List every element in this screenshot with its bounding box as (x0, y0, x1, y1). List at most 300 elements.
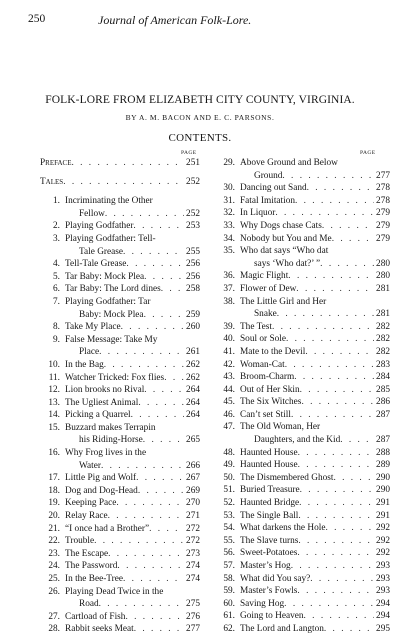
entry-page: 285 (376, 384, 390, 395)
leader-dots (144, 309, 184, 322)
entry-title-text: Tar Baby: Mock Plea (65, 271, 145, 282)
entry-number: 59. (223, 586, 235, 597)
toc-entry (215, 220, 390, 233)
entry-title (65, 586, 200, 611)
entry-number: 46. (223, 409, 235, 420)
entry-title-line (65, 220, 200, 233)
entry-page: 279 (376, 233, 390, 244)
entry-title (240, 245, 390, 270)
entry-title-text: Nobody but You and Me (240, 233, 332, 244)
entry-page: 275 (186, 599, 200, 610)
preface-page: 251 (186, 158, 200, 168)
entry-page: 273 (186, 548, 200, 559)
entry-title-line (65, 246, 200, 259)
entry-number: 42. (223, 359, 235, 370)
entry-title-line (240, 346, 390, 359)
entry-title-line (240, 170, 390, 183)
entry-title-line (240, 573, 390, 586)
entry-page: 282 (376, 346, 390, 357)
entry-page: 284 (376, 372, 390, 383)
entry-number: 49. (223, 460, 235, 471)
entry-title-text: Lion brooks no Rival (65, 385, 145, 396)
toc-entry (40, 548, 200, 561)
entry-page: 253 (186, 221, 200, 232)
entry-title-line (240, 207, 390, 220)
toc-entry (40, 372, 200, 385)
toc-entry (215, 371, 390, 384)
entry-title (240, 233, 390, 246)
entry-title-line (240, 560, 390, 573)
toc-entry (215, 447, 390, 460)
tales-page: 252 (186, 176, 200, 187)
entry-title-text: The Dismembered Ghost (240, 472, 334, 483)
entry-page: 278 (376, 195, 390, 206)
entry-title-text: Why Frog lives in the (65, 448, 147, 459)
entry-page: 295 (376, 623, 390, 634)
entry-number: 50. (223, 472, 235, 483)
leader-dots (136, 472, 184, 485)
entry-page: 293 (376, 573, 390, 584)
entry-title-text: In the Bag (65, 359, 104, 370)
toc-entry (215, 510, 390, 523)
entry-number: 35. (223, 246, 235, 257)
toc-entry (215, 195, 390, 208)
entry-title (240, 157, 390, 182)
entry-title (65, 447, 200, 472)
entry-title-line (65, 548, 200, 561)
entry-title-line (240, 371, 390, 384)
entry-number: 60. (223, 598, 235, 609)
entry-title-line (240, 333, 390, 346)
entry-title (65, 497, 200, 510)
entry-number: 2. (53, 221, 60, 232)
preface-entry (40, 157, 200, 170)
entry-number: 37. (223, 283, 235, 294)
entry-number: 48. (223, 447, 235, 458)
entry-number: 61. (223, 611, 235, 622)
entry-title-line (240, 308, 390, 321)
entry-title (240, 560, 390, 573)
entry-title-line (65, 472, 200, 485)
entry-number: 18. (48, 485, 60, 496)
entry-page: 292 (376, 548, 390, 559)
entry-title (240, 573, 390, 586)
toc-entry (40, 296, 200, 321)
entry-title-text: Take My Place (65, 322, 121, 333)
leader-dots (138, 485, 184, 498)
entry-title-text: The Slave turns (240, 535, 299, 546)
entry-page: 277 (186, 624, 200, 635)
entry-title-text: Flower of Dew (240, 283, 297, 294)
entry-title (65, 510, 200, 523)
entry-number: 27. (48, 611, 60, 622)
entry-number: 54. (223, 523, 235, 534)
entry-title (65, 523, 200, 536)
entry-number: 9. (53, 334, 60, 345)
entry-page: 270 (186, 498, 200, 509)
entry-number: 43. (223, 372, 235, 383)
article-title: FOLK-LORE FROM ELIZABETH CITY COUNTY, VIRGINIA. (45, 94, 355, 106)
toc-entry (215, 270, 390, 283)
entry-page: 294 (376, 611, 390, 622)
entry-title-text: Fellow (79, 208, 105, 219)
toc-entry (40, 321, 200, 334)
entry-title-line (240, 547, 390, 560)
entry-number: 31. (223, 195, 235, 206)
entry-title-text: Playing Dead Twice in the (65, 586, 164, 597)
leader-dots (126, 258, 184, 271)
entry-title-line (240, 258, 390, 271)
leader-dots (131, 409, 184, 422)
entry-title (240, 283, 390, 296)
entry-title-text: Woman-Cat (240, 359, 285, 370)
entry-title (65, 422, 200, 447)
entry-title (65, 258, 200, 271)
entry-page: 291 (376, 498, 390, 509)
entry-page: 281 (376, 283, 390, 294)
entry-number: 19. (48, 498, 60, 509)
entry-number: 16. (48, 448, 60, 459)
entry-title-text: Tale Grease (79, 246, 123, 257)
entry-title (240, 359, 390, 372)
entry-title (240, 598, 390, 611)
toc-entry (40, 497, 200, 510)
entry-title-text: “I once had a Brother” (65, 523, 150, 534)
entry-title-line (240, 182, 390, 195)
leader-dots (300, 484, 374, 497)
entry-title-text: Rabbit seeks Meat (65, 624, 134, 635)
toc-entry (215, 296, 390, 321)
leader-dots (301, 396, 374, 409)
entry-page: 280 (376, 271, 390, 282)
entry-title-text: Relay Race (65, 511, 108, 522)
entry-title-text: Magic Flight (240, 271, 289, 282)
entry-title (240, 484, 390, 497)
entry-page: 288 (376, 447, 390, 458)
entry-title (240, 510, 390, 523)
entry-title-line (240, 396, 390, 409)
entry-title-line (65, 611, 200, 624)
entry-title-line (65, 258, 200, 271)
entry-title-text: Tell-Tale Grease (65, 259, 127, 270)
entry-title-text: The Test (240, 321, 272, 332)
entry-title (65, 283, 200, 296)
entry-title-line (240, 447, 390, 460)
entry-title-line (65, 485, 200, 498)
entry-title-text: Out of Her Skin (240, 384, 300, 395)
toc-entry (215, 359, 390, 372)
toc-entry (215, 497, 390, 510)
entry-page: 260 (186, 322, 200, 333)
entry-title-text: Baby: Mock Plea (79, 309, 144, 320)
entry-title (65, 611, 200, 624)
leader-dots (340, 434, 374, 447)
entry-title (65, 220, 200, 233)
right-page-label: PAGE (360, 150, 376, 156)
entry-title-line (240, 245, 390, 258)
toc-entry (215, 207, 390, 220)
toc-entry (40, 397, 200, 410)
entry-page: 282 (376, 321, 390, 332)
entry-title (240, 623, 390, 636)
entry-title (65, 321, 200, 334)
entry-title-text: Saving Hog (240, 598, 285, 609)
entry-number: 34. (223, 233, 235, 244)
entry-title-text: The Password (65, 561, 118, 572)
entry-title-line (65, 346, 200, 359)
entry-title-line (65, 359, 200, 372)
toc-entry (215, 157, 390, 182)
entry-title (240, 497, 390, 510)
entry-page: 281 (376, 309, 390, 320)
entry-page: 294 (376, 598, 390, 609)
entry-title-text: False Message: Take My (65, 334, 158, 345)
entry-page: 291 (376, 510, 390, 521)
entry-title-line (65, 372, 200, 385)
entry-number: 33. (223, 220, 235, 231)
entry-title-text: Trouble (65, 536, 95, 547)
leader-dots (307, 182, 374, 195)
entry-title-text: Daughters, and the Kid (254, 435, 341, 446)
entry-page: 282 (376, 334, 390, 345)
preface-label: Preface (40, 158, 72, 168)
entry-title (65, 560, 200, 573)
entry-title-text: The Escape (65, 548, 109, 559)
entry-title-line (240, 459, 390, 472)
toc-entry (215, 384, 390, 397)
entry-number: 45. (223, 397, 235, 408)
toc-entry (215, 535, 390, 548)
entry-title-text: Snake (254, 309, 277, 320)
entry-title (240, 384, 390, 397)
entry-page: 261 (186, 347, 200, 358)
entry-number: 26. (48, 586, 60, 597)
leader-dots (108, 548, 184, 561)
entry-title-text: The Ugliest Animal (65, 397, 139, 408)
entry-title-line (240, 270, 390, 283)
entry-number: 10. (48, 359, 60, 370)
entry-title (240, 333, 390, 346)
entry-title-text: Dog and Dog-Head (65, 485, 138, 496)
entry-title-text: Mate to the Devil (240, 346, 306, 357)
entry-title (65, 233, 200, 258)
leader-dots (320, 258, 374, 271)
entry-page: 272 (186, 536, 200, 547)
entry-title-text: What did You say? (240, 573, 311, 584)
entry-number: 15. (48, 422, 60, 433)
entry-title-text: In Liquor (240, 208, 276, 219)
leader-dots (284, 598, 374, 611)
entry-title-text: Who dat says “Who dat (240, 246, 329, 257)
leader-dots (99, 598, 184, 611)
entry-title (240, 522, 390, 535)
leader-dots (161, 283, 184, 296)
running-head (28, 13, 380, 27)
entry-title-line (65, 309, 200, 322)
toc-entry (40, 535, 200, 548)
toc-entry (215, 459, 390, 472)
entry-title-line (65, 497, 200, 510)
toc-entry (40, 560, 200, 573)
toc-entry (215, 547, 390, 560)
entry-title-text: The Little Girl and Her (240, 296, 327, 307)
entry-page: 272 (186, 523, 200, 534)
toc-entry (40, 283, 200, 296)
page-number: 250 (28, 13, 46, 25)
entry-page: 255 (186, 246, 200, 257)
entry-number: 14. (48, 410, 60, 421)
entry-number: 6. (53, 284, 60, 295)
entry-title-line (65, 334, 200, 347)
entry-number: 12. (48, 385, 60, 396)
entry-number: 40. (223, 334, 235, 345)
entry-page: 287 (376, 435, 390, 446)
entry-title-line (240, 510, 390, 523)
leader-dots (133, 220, 184, 233)
entry-number: 41. (223, 346, 235, 357)
entry-title (240, 421, 390, 446)
entry-title-line (65, 195, 200, 208)
entry-title-line (240, 233, 390, 246)
left-page-label: PAGE (181, 150, 197, 156)
entry-title-line (240, 535, 390, 548)
leader-dots (277, 308, 374, 321)
entry-title-text: Broom-Charm (240, 372, 295, 383)
leader-dots (116, 497, 184, 510)
entry-title-text: The Single Ball (240, 510, 299, 521)
entry-title-line (240, 497, 390, 510)
leader-dots (72, 157, 185, 170)
entry-page: 258 (186, 284, 200, 295)
leader-dots (297, 585, 374, 598)
entry-title-text: Soul or Sole (240, 334, 286, 345)
toc-entry (215, 610, 390, 623)
leader-dots (304, 610, 375, 623)
entry-title-line (65, 560, 200, 573)
entry-number: 55. (223, 535, 235, 546)
entry-title-text: Haunted House (240, 447, 298, 458)
entry-number: 39. (223, 321, 235, 332)
leader-dots (298, 510, 374, 523)
entry-title-text: Playing Godfather: Tar (65, 296, 151, 307)
entry-title (65, 623, 200, 636)
toc-entry (215, 409, 390, 422)
toc-entry (40, 271, 200, 284)
entry-title-line (240, 623, 390, 636)
entry-title (240, 547, 390, 560)
entry-title-line (65, 510, 200, 523)
leader-dots (285, 359, 374, 372)
entry-title (65, 548, 200, 561)
entry-number: 11. (48, 372, 60, 383)
entry-title-line (240, 157, 390, 170)
leader-dots (298, 447, 374, 460)
entry-title-text: Tar Baby: The Lord dines (65, 284, 161, 295)
entry-number: 51. (223, 485, 235, 496)
leader-dots (121, 321, 184, 334)
article-authors: BY A. M. BACON AND E. C. PARSONS. (125, 113, 275, 122)
entry-title-line (240, 296, 390, 309)
entry-title-text: The Old Woman, Her (240, 422, 321, 433)
leader-dots (305, 346, 374, 359)
leader-dots (164, 372, 184, 385)
toc-entry (40, 523, 200, 536)
entry-page: 292 (376, 535, 390, 546)
entry-page: 262 (186, 372, 200, 383)
toc-entry (40, 447, 200, 472)
entry-title-text: Haunted House (240, 460, 298, 471)
toc-entry (40, 409, 200, 422)
entry-page: 265 (186, 435, 200, 446)
entry-title-line (65, 523, 200, 536)
leader-dots (63, 176, 184, 189)
entry-title (65, 472, 200, 485)
entry-title (65, 372, 200, 385)
entry-title-line (240, 484, 390, 497)
entry-title-text: Keeping Pace (65, 498, 117, 509)
entry-title (65, 535, 200, 548)
leader-dots (296, 283, 374, 296)
entry-title-text: Fatal Imitation (240, 195, 295, 206)
entry-title-line (65, 573, 200, 586)
entry-title (240, 346, 390, 359)
toc-entry (40, 586, 200, 611)
entry-title-text: Can’t set Still (240, 409, 291, 420)
entry-title-text: Buried Treasure (240, 485, 300, 496)
entry-title-line (240, 585, 390, 598)
entry-title (65, 195, 200, 220)
entry-page: 259 (186, 309, 200, 320)
leader-dots (134, 623, 184, 636)
leader-dots (295, 195, 374, 208)
entry-title (65, 334, 200, 359)
entry-title (240, 610, 390, 623)
entry-page: 287 (376, 409, 390, 420)
entry-title (240, 182, 390, 195)
entry-title-line (240, 359, 390, 372)
toc-entry (215, 321, 390, 334)
entry-title-text: Place (79, 347, 100, 358)
journal-title: Journal of American Folk-Lore. (98, 13, 252, 27)
entry-title-line (240, 283, 390, 296)
leader-dots (332, 233, 374, 246)
entry-title-line (240, 472, 390, 485)
entry-page: 271 (186, 511, 200, 522)
toc-entry (40, 510, 200, 523)
entry-title-text: Cartload of Fish (65, 611, 126, 622)
entry-title-line (240, 421, 390, 434)
entry-title-text: Playing Godfather: Tell- (65, 233, 156, 244)
entry-number: 36. (223, 271, 235, 282)
entry-title (65, 397, 200, 410)
entry-title (65, 485, 200, 498)
entry-title (240, 321, 390, 334)
entry-title-text: Playing Godfather (65, 221, 134, 232)
toc-entry (40, 611, 200, 624)
toc-entry (215, 573, 390, 586)
entry-number: 20. (48, 511, 60, 522)
entry-number: 58. (223, 573, 235, 584)
entry-title (240, 396, 390, 409)
toc-entry (40, 422, 200, 447)
entry-number: 13. (48, 397, 60, 408)
entry-page: 290 (376, 485, 390, 496)
toc-entry (215, 346, 390, 359)
entry-page: 264 (186, 397, 200, 408)
leader-dots (108, 510, 184, 523)
entry-title-line (240, 522, 390, 535)
leader-dots (291, 560, 374, 573)
